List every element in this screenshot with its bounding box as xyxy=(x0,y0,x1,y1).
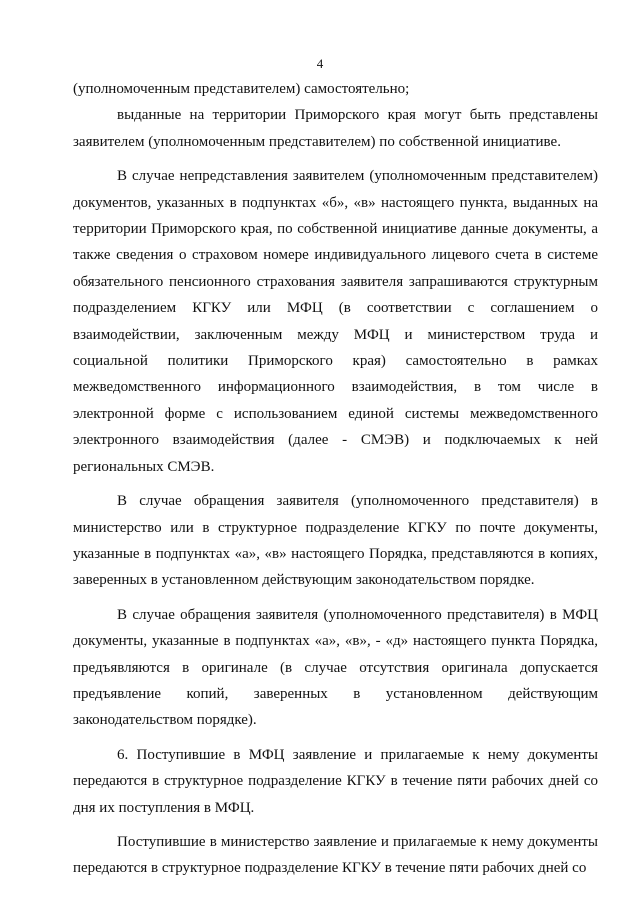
paragraph-ministry-transfer: Поступившие в министерство заявление и прилагаемые к нему документы передаются в структурное подразделение КГКУ в течение пяти рабочих дней со xyxy=(73,833,598,877)
paragraph-item-6: 6. Поступившие в МФЦ заявление и прилагаемые к нему документы передаются в структурное подразделение КГКУ в течение пяти рабочих дней со дня их поступления в МФЦ. xyxy=(73,746,598,816)
paragraph-continuation: (уполномоченным представителем) самостоятельно; xyxy=(73,81,410,97)
paragraph-issued-in-primorsky: выданные на территории Приморского края могут быть представлены заявителем (уполномоченным представителем) по собственной инициативе. xyxy=(73,107,598,150)
paragraph-non-submission: В случае непредставления заявителем (уполномоченным представителем) документов, указанных в подпунктах «б», «в» настоящего пункта, выданных на территории Приморского края, по собственной инициативе данные документы, а также сведения о страховом номере индивидуального лицевого счета в системе обязательного пенсионного страхования заявителя запрашиваются структурным подразделением КГКУ или МФЦ (в соответствии с соглашением о взаимодействии, заключенным между МФЦ и министерством труда и социальной политики Приморского края) самостоятельно в рамках межведомственного информационного взаимодействия, в том числе в электронной форме с использованием единой системы межведомственного электронного взаимодействия (далее - СМЭВ) и подключаемых к ней региональных СМЭВ. xyxy=(73,168,598,475)
document-body xyxy=(73,76,598,882)
paragraph-mfc-submission: В случае обращения заявителя (уполномоченного представителя) в МФЦ документы, указанные в подпунктах «а», «в», - «д» настоящего пункта Порядка, предъявляются в оригинале (в случае отсутствия оригинала допускается предъявление копий, заверенных в установленном действующим законодательством порядке). xyxy=(73,606,598,729)
page-number: 4 xyxy=(316,56,324,71)
paragraph-postal-submission: В случае обращения заявителя (уполномоченного представителя) в министерство или в структурное подразделение КГКУ по почте документы, указанные в подпунктах «а», «в» настоящего Порядка, представляются в копиях, заверенных в установленном действующим законодательством порядке. xyxy=(73,493,598,589)
